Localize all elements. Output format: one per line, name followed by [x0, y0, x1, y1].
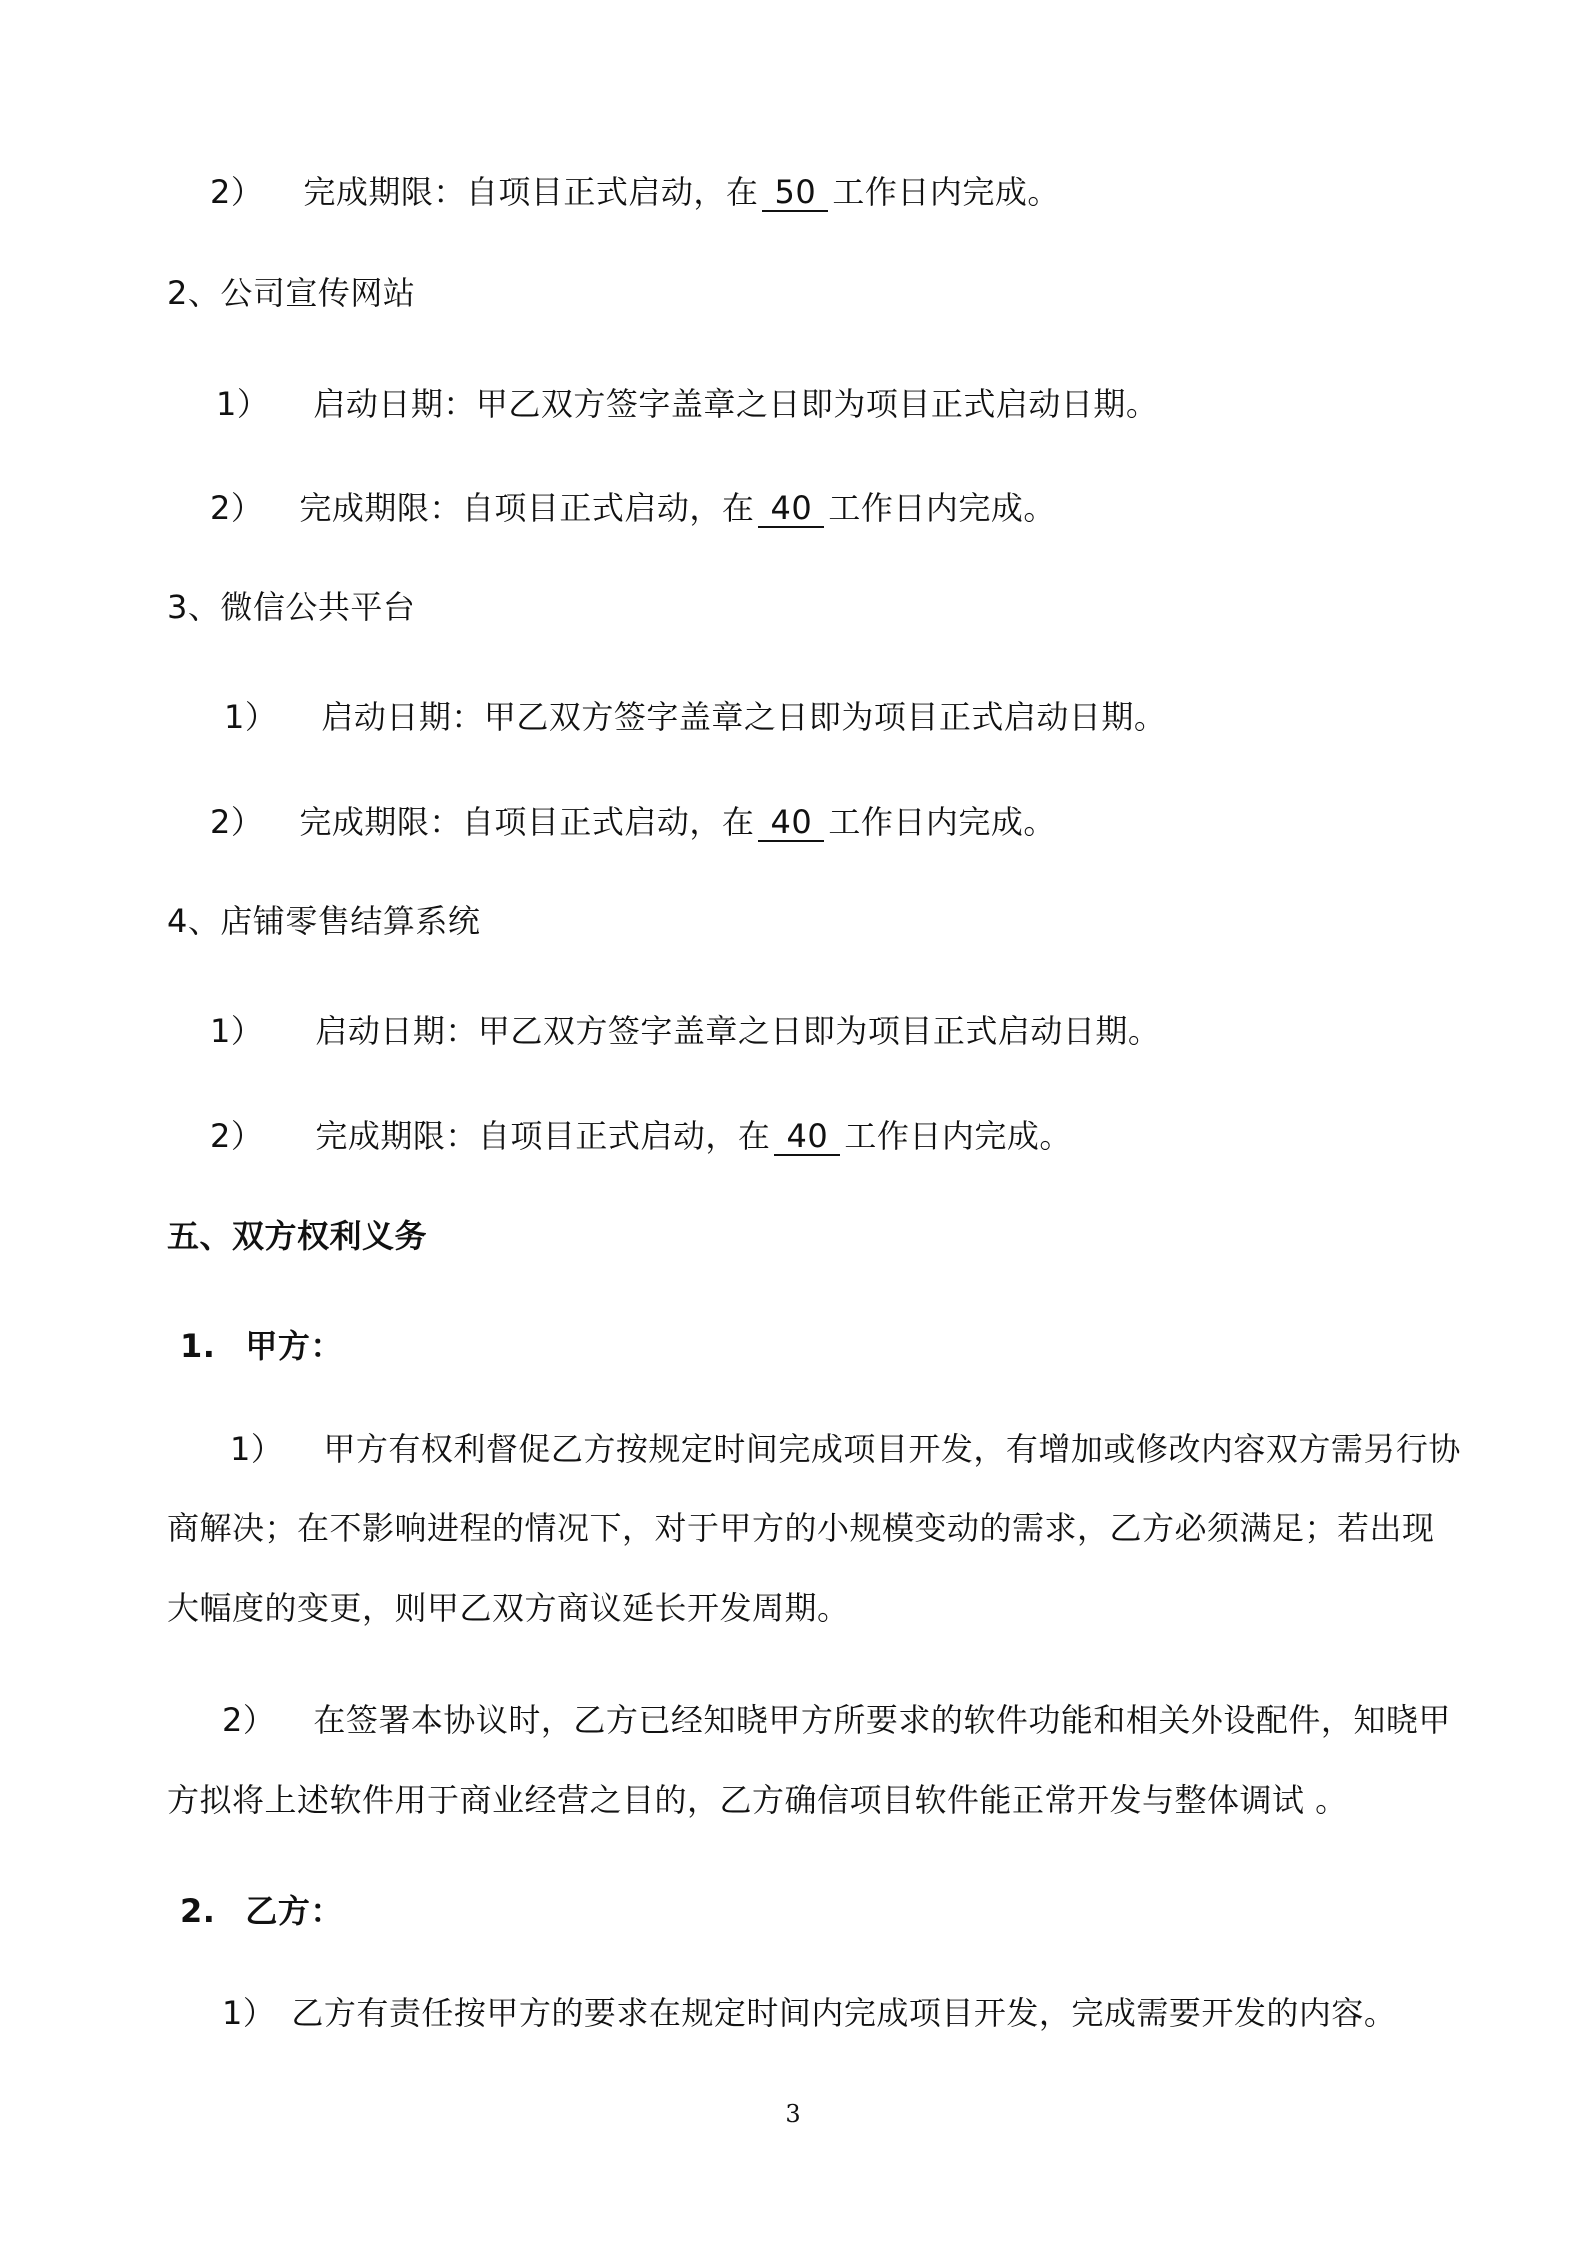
page-number: 3 [785, 2100, 801, 2128]
item-text: 启动日期：甲乙双方签字盖章之日即为项目正式启动日期。 [315, 1012, 1161, 1050]
item-text-end: 工作日内完成。 [844, 1117, 1072, 1155]
days-blank: 50 [762, 174, 828, 212]
chapter-heading: 五、双方权利义务 [167, 1217, 428, 1255]
item-marker: 1） [222, 1994, 276, 2032]
item-text: 完成期限：自项目正式启动，在 [315, 1117, 771, 1155]
sec2-item2 [210, 488, 1056, 528]
item-text: 完成期限：自项目正式启动，在 [303, 173, 759, 211]
item-text-end: 工作日内完成。 [832, 173, 1060, 211]
item-marker: 2） [210, 803, 264, 841]
party-b-item1 [222, 1993, 1396, 2033]
item-text: 甲方有权利督促乙方按规定时间完成项目开发，有增加或修改内容双方需另行协 [323, 1430, 1461, 1468]
heading-number: 1. [180, 1327, 216, 1365]
party-a-item2-line1 [222, 1700, 1451, 1740]
party-a-item1-line3: 大幅度的变更，则甲乙双方商议延长开发周期。 [167, 1589, 850, 1627]
party-a-item1-line1 [230, 1429, 1461, 1469]
sec4-item2 [210, 1116, 1072, 1156]
item-marker: 2） [222, 1701, 276, 1739]
item-marker: 1） [224, 698, 278, 736]
item-text-end: 工作日内完成。 [828, 489, 1056, 527]
item-text: 完成期限：自项目正式启动，在 [299, 489, 755, 527]
party-a-item2-line2: 方拟将上述软件用于商业经营之目的，乙方确信项目软件能正常开发与整体调试 。 [167, 1781, 1348, 1819]
item-marker: 1） [230, 1430, 284, 1468]
item-marker: 2） [210, 489, 264, 527]
party-a-item1-line2: 商解决；在不影响进程的情况下，对于甲方的小规模变动的需求，乙方必须满足；若出现 [167, 1509, 1435, 1547]
days-blank: 40 [774, 1118, 840, 1156]
item-text-end: 工作日内完成。 [828, 803, 1056, 841]
sec3-item2 [210, 802, 1056, 842]
item-text: 启动日期：甲乙双方签字盖章之日即为项目正式启动日期。 [313, 385, 1159, 423]
item-marker: 2） [210, 173, 264, 211]
item-marker: 2） [210, 1117, 264, 1155]
item-text: 乙方有责任按甲方的要求在规定时间内完成项目开发，完成需要开发的内容。 [291, 1994, 1397, 2032]
section-heading: 3、微信公共平台 [167, 588, 416, 626]
sec2-item1 [216, 384, 1158, 424]
days-blank: 40 [758, 490, 824, 528]
heading-text: 甲方： [245, 1327, 343, 1365]
party-b-heading [180, 1891, 343, 1931]
sec3-item1 [224, 697, 1166, 737]
sec4-item1 [210, 1011, 1160, 1051]
sec1-item2 [210, 172, 1060, 212]
item-text: 启动日期：甲乙双方签字盖章之日即为项目正式启动日期。 [321, 698, 1167, 736]
section-heading: 2、公司宣传网站 [167, 274, 416, 312]
days-blank: 40 [758, 804, 824, 842]
item-text: 在签署本协议时，乙方已经知晓甲方所要求的软件功能和相关外设配件，知晓甲 [313, 1701, 1451, 1739]
section-heading: 4、店铺零售结算系统 [167, 902, 481, 940]
party-a-heading [180, 1326, 343, 1366]
heading-text: 乙方： [245, 1892, 343, 1930]
item-marker: 1） [216, 385, 270, 423]
heading-number: 2. [180, 1892, 216, 1930]
item-marker: 1） [210, 1012, 264, 1050]
item-text: 完成期限：自项目正式启动，在 [299, 803, 755, 841]
